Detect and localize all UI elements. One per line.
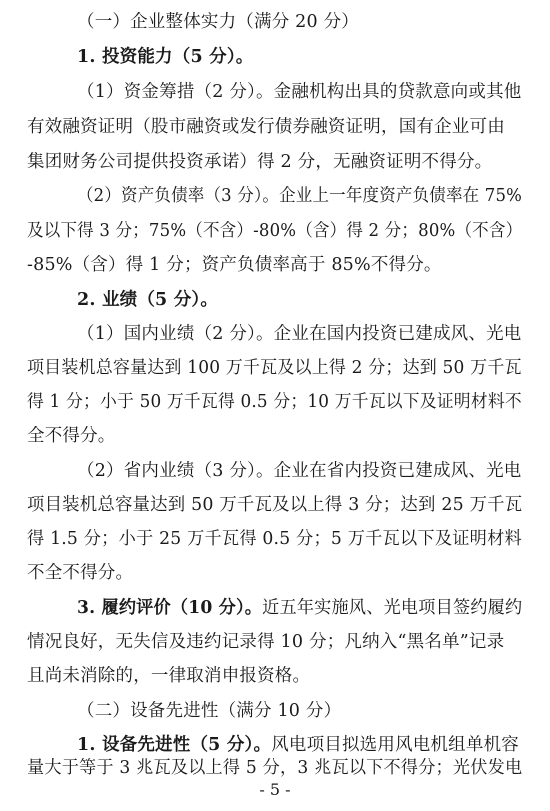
line-text: 集团财务公司提供投资承诺）得 2 分，无融资证明不得分。 [27,152,493,172]
line-text: （1）国内业绩（2 分）。企业在国内投资已建成风、光电 [77,324,522,344]
body-line [27,562,133,584]
mixed-line [77,597,522,619]
page-number: - 5 - [259,780,291,799]
line-text: （2）省内业绩（3 分）。企业在省内投资已建成风、光电 [77,461,522,481]
line-bold-text: 3. 履约评价（10 分）。 [77,598,263,618]
body-line [27,494,522,516]
line-text: 且尚未消除的，一律取消申报资格。 [27,666,311,686]
line-text: 项目装机总容量达到 50 万千瓦及以上得 3 分；达到 25 万千瓦 [27,495,523,515]
line-text: 不全不得分。 [27,563,134,583]
line-text: 及以下得 3 分；75%（不含）-80%（含）得 2 分；80%（不含） [27,221,523,241]
line-text: -85%（含）得 1 分；资产负债率高于 85%不得分。 [27,255,442,275]
line-text: 全不得分。 [27,426,116,446]
body-line [77,323,521,345]
line-text: （1）资金筹措（2 分）。金融机构出具的贷款意向或其他 [77,82,522,102]
item-heading [77,289,218,311]
body-line [77,81,521,103]
body-line [77,185,522,207]
body-line [27,757,522,779]
body-line [27,425,116,447]
body-line [27,357,522,379]
section-heading [77,11,359,33]
line-text: （2）资产负债率（3 分）。企业上一年度资产负债率在 75% [77,186,523,206]
body-line [27,528,522,550]
line-bold-text: 1. 投资能力（5 分）。 [77,47,254,67]
body-line [77,460,521,482]
body-line [27,116,505,138]
body-line [27,631,504,653]
line-text: 风电项目拟选用风电机组单机容 [271,735,519,755]
line-text: （一）企业整体实力（满分 20 分） [77,12,359,32]
line-text: 得 1.5 分；小于 25 万千瓦得 0.5 分；5 万千瓦以下及证明材料 [27,529,522,549]
line-bold-text: 2. 业绩（5 分）。 [77,290,219,310]
line-text: （二）设备先进性（满分 10 分） [77,701,342,721]
item-heading [77,46,253,68]
line-text: 有效融资证明（股市融资或发行债券融资证明，国有企业可由 [27,117,505,137]
line-text: 情况良好，无失信及违约记录得 10 分；凡纳入“黑名单”记录 [27,632,505,652]
mixed-line [77,734,519,756]
line-bold-text: 1. 设备先进性（5 分）。 [77,735,272,755]
body-line [27,391,522,413]
body-line [27,151,492,173]
line-text: 得 1 分；小于 50 万千瓦得 0.5 分；10 万千瓦以下及证明材料不 [27,392,522,412]
line-text: 项目装机总容量达到 100 万千瓦及以上得 2 分；达到 50 万千瓦 [27,358,522,378]
line-text: 近五年实施风、光电项目签约履约 [262,598,523,618]
body-line [27,220,522,242]
line-text: 量大于等于 3 兆瓦及以上得 5 分，3 兆瓦以下不得分；光伏发电 [27,758,523,778]
body-line [27,665,310,687]
section-heading [77,700,341,722]
body-line [27,254,442,276]
